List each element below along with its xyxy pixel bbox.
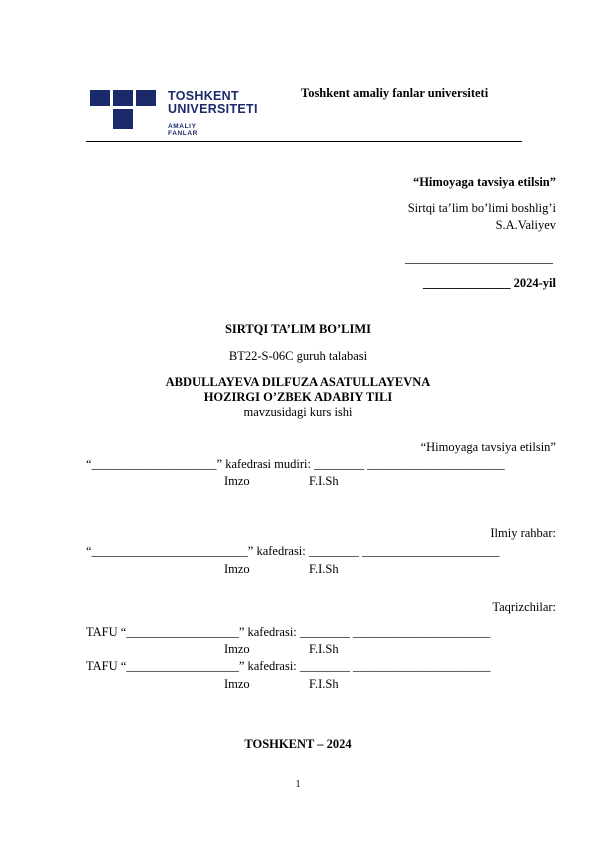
reviewer-line-1: TAFU “__________________” kafedrasi: ________ ______________________ [86,625,491,639]
logo-square-icon [113,90,133,106]
city-year: TOSHKENT – 2024 [244,737,352,751]
reviewers-label: Taqrizchilar: [492,600,556,614]
approval-year: 2024-yil [513,276,556,290]
recommend-label: “Himoyaga tavsiya etilsin” [420,440,556,454]
work-type: mavzusidagi kurs ishi [243,405,353,419]
approval-date [423,276,556,291]
approval-title: “Himoyaga tavsiya etilsin” [412,175,556,189]
page-number: 1 [295,779,301,790]
advisor-imzo: Imzo [224,562,250,576]
reviewer-line-2: TAFU “__________________” kafedrasi: ________ ______________________ [86,659,491,673]
header-divider [86,141,522,142]
advisor-line: “_________________________” kafedrasi: ________ ______________________ [86,544,500,558]
reviewer-imzo-2: Imzo [224,677,250,691]
university-name: Toshkent amaliy fanlar universiteti [301,86,489,100]
reviewer-fish-2: F.I.Sh [309,677,339,691]
logo-square-icon [90,90,110,106]
group-label: BT22-S-06C guruh talabasi [228,349,368,363]
logo-square-icon [136,90,156,106]
recommend-line: “____________________” kafedrasi mudiri: ________ ______________________ [86,457,505,471]
signature-line [405,263,553,264]
recommend-imzo: Imzo [224,474,250,488]
logo-text-line1: TOSHKENT [168,89,239,103]
reviewer-imzo-1: Imzo [224,642,250,656]
approval-position: Sirtqi ta’lim bo’limi boshlig’i [407,201,556,215]
approval-name: S.A.Valiyev [495,218,556,232]
student-name: ABDULLAYEVA DILFUZA ASATULLAYEVNA [165,375,431,389]
approval-date-blank: ______________ [423,276,511,290]
logo-square-icon [113,109,133,129]
department-title: SIRTQI TA’LIM BO’LIMI [224,322,372,336]
reviewer-fish-1: F.I.Sh [309,642,339,656]
recommend-fish: F.I.Sh [309,474,339,488]
logo-text-line2: UNIVERSITETI [168,102,258,116]
advisor-fish: F.I.Sh [309,562,339,576]
advisor-label: Ilmiy rahbar: [490,526,556,540]
topic-title: HOZIRGI O’ZBEK ADABIY TILI [203,390,393,404]
logo-text-line3: AMALIY FANLAR [168,123,198,137]
